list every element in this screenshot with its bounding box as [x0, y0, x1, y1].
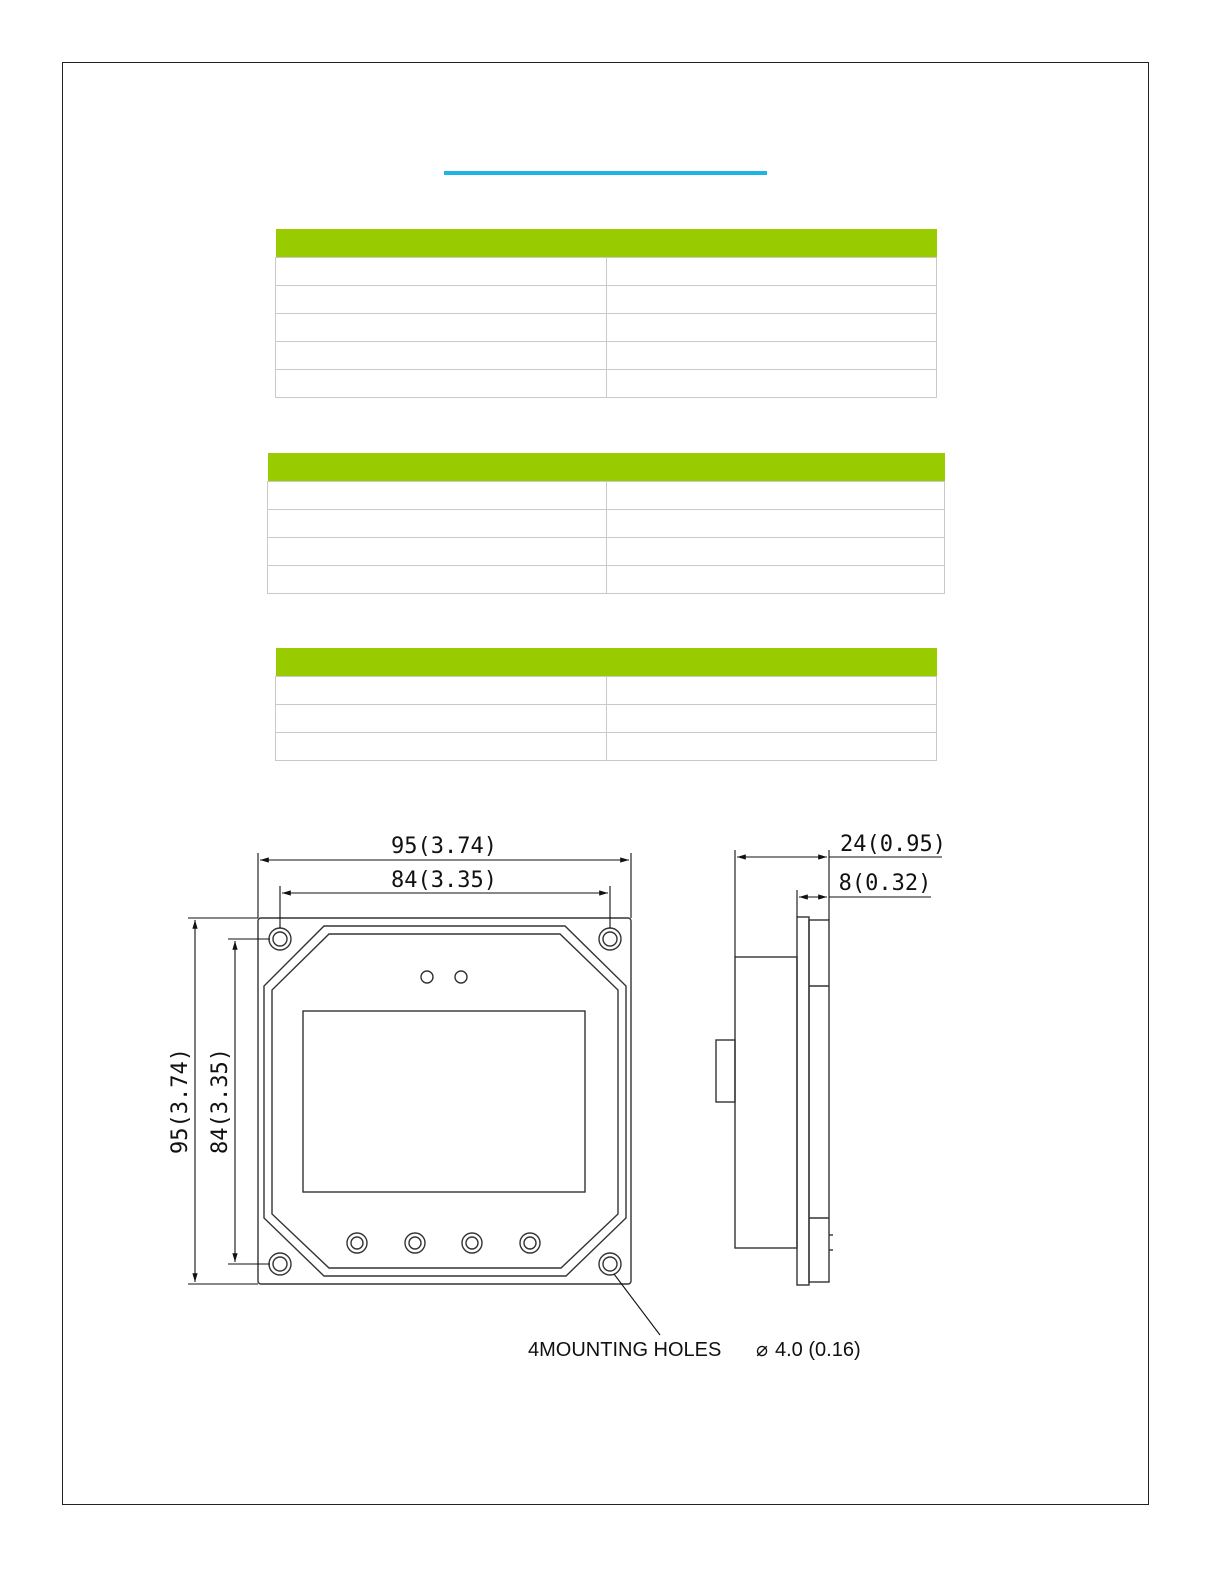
side-connector — [716, 1040, 735, 1102]
depth-total-label: 24(0.95) — [840, 832, 946, 857]
side-body — [735, 957, 797, 1248]
mounting-holes-note: 4MOUNTING HOLES — [528, 1339, 722, 1361]
height-holes-label: 84(3.35) — [208, 1048, 233, 1154]
front-outer-frame — [258, 918, 631, 1284]
led-indicators — [421, 971, 467, 983]
hole-diameter-value: 4.0 (0.16) — [775, 1339, 861, 1361]
front-buttons — [347, 1233, 540, 1253]
width-outer-label: 95(3.74) — [391, 834, 497, 859]
side-flange — [797, 917, 809, 1285]
leader-line — [614, 1274, 660, 1335]
front-bezel — [264, 926, 626, 1276]
front-view — [258, 918, 631, 1284]
flange-depth-label: 8(0.32) — [838, 871, 932, 896]
side-view — [716, 917, 833, 1285]
front-bezel-inner — [272, 934, 618, 1268]
height-outer-label: 95(3.74) — [168, 1048, 193, 1154]
side-dimensions — [735, 850, 942, 957]
display-window — [303, 1011, 585, 1192]
mounting-holes — [269, 928, 621, 1275]
side-bezel — [809, 920, 829, 1282]
diameter-symbol: ⌀ — [756, 1339, 769, 1361]
width-holes-label: 84(3.35) — [391, 868, 497, 893]
